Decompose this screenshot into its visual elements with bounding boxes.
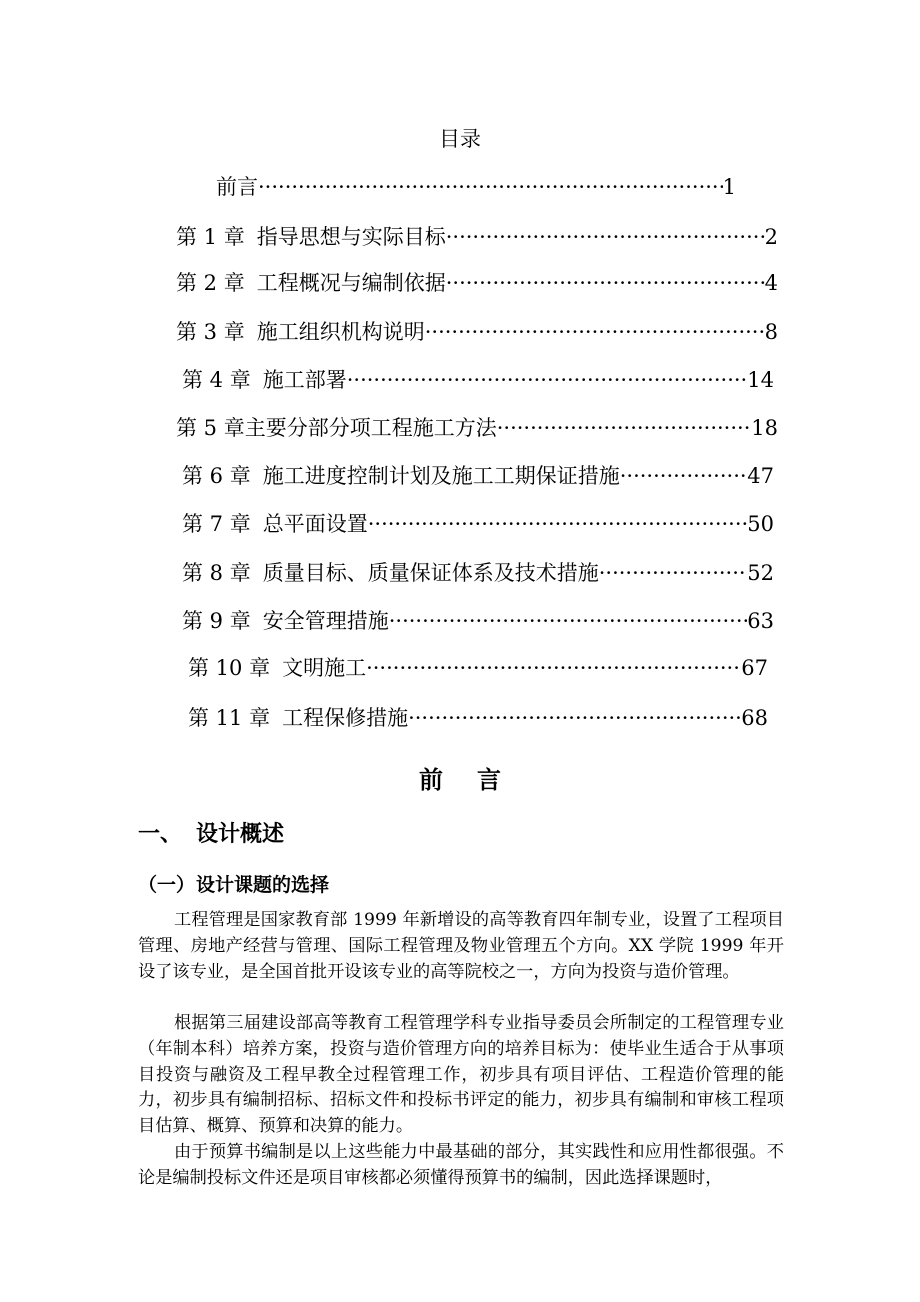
subsection-heading [138,870,329,897]
toc-dot-leader [599,558,748,588]
toc-entry [182,509,774,539]
toc-entry [216,172,736,202]
toc-dot-leader [368,509,748,539]
toc-chapter-title: 主要分部分项工程施工方法 [244,416,497,440]
toc-chapter-title: 工程概况与编制依据 [256,271,446,295]
toc-chapter-title: 质量目标、质量保证体系及技术措施 [262,561,599,585]
preface-title: 前言 [419,766,535,794]
subsection-number: （一） [138,874,196,896]
toc-page-number: 1 [722,175,736,199]
toc-page-number: 47 [747,464,774,488]
toc-chapter-title: 指导思想与实际目标 [256,225,446,249]
toc-entry [182,365,774,395]
toc-chapter-label: 第 4 章 [182,368,251,392]
paragraph-1: 工程管理是国家教育部 1999 年新增设的高等教育四年制专业，设置了工程项目管理、房地产经营与管理、国际工程管理及物业管理五个方向。XX 学院 1999 年开设了该专业，是全国首批开设该专业的高等院校之一，方向为投资与造价管理。 [138,910,784,982]
section-title: 设计概述 [196,822,285,847]
section-heading [138,817,284,848]
toc-entry [182,558,774,588]
toc-page-number: 67 [741,656,768,680]
paragraph-2: 根据第三届建设部高等教育工程管理学科专业指导委员会所制定的工程管理专业（年制本科）培养方案，投资与造价管理方向的培养目标为：使毕业生适合于从事项目投资与融资及工程早教全过程管理工作，初步具有项目评估、工程造价管理的能力，初步具有编制招标、招标文件和投标书评定的能力，初步具有编制和审核工程项目估算、概算、预算和决算的能力。 [138,1013,784,1137]
toc-entry [182,606,774,636]
toc-dot-leader [497,413,752,443]
toc-chapter-title: 施工部署 [262,368,347,392]
toc-page-number: 63 [747,609,774,633]
toc-chapter-title: 文明施工 [282,656,367,680]
toc-entry [182,461,774,491]
toc-chapter-label: 第 7 章 [182,512,251,536]
toc-chapter-title: 施工组织机构说明 [256,320,425,344]
toc-entry [176,268,778,298]
toc-dot-leader [347,365,748,395]
toc-chapter-label: 第 6 章 [182,464,251,488]
toc-chapter-label: 前言 [216,175,258,199]
toc-dot-leader [425,317,765,347]
toc-page-number: 2 [764,225,778,249]
toc-page-number: 4 [764,271,778,295]
toc-page-number: 14 [747,368,774,392]
toc-title: 目录 [439,127,481,151]
toc-entry [188,703,768,733]
toc-chapter-label: 第 2 章 [176,271,245,295]
toc-entry [176,222,778,252]
toc-dot-leader [446,222,765,252]
toc-dot-leader [446,268,765,298]
paragraph-3: 由于预算书编制是以上这些能力中最基础的部分，其实践性和应用性都很强。不论是编制投标文件还是项目审核都必须懂得预算书的编制，因此选择课题时， [138,1142,784,1188]
toc-chapter-label: 第 8 章 [182,561,251,585]
toc-chapter-title: 工程保修措施 [282,706,409,730]
toc-page-number: 8 [764,320,778,344]
toc-dot-leader [620,461,748,491]
toc-chapter-label: 第 10 章 [188,656,271,680]
toc-page-number: 50 [747,512,774,536]
toc-dot-leader [258,172,723,202]
toc-chapter-label: 第 5 章 [176,416,245,440]
toc-chapter-label: 第 11 章 [188,706,271,730]
toc-chapter-title: 总平面设置 [262,512,368,536]
toc-chapter-title: 安全管理措施 [262,609,389,633]
toc-entry [176,413,778,443]
toc-chapter-label: 第 9 章 [182,609,251,633]
section-number: 一、 [138,822,183,847]
toc-dot-leader [366,653,741,683]
toc-page-number: 18 [751,416,778,440]
toc-chapter-label: 第 1 章 [176,225,245,249]
toc-dot-leader [389,606,748,636]
toc-dot-leader [408,703,741,733]
toc-page-number: 68 [741,706,768,730]
toc-entry [176,317,778,347]
toc-chapter-label: 第 3 章 [176,320,245,344]
toc-chapter-title: 施工进度控制计划及施工工期保证措施 [262,464,620,488]
toc-entry [188,653,768,683]
toc-page-number: 52 [747,561,774,585]
subsection-title: 设计课题的选择 [196,874,330,896]
